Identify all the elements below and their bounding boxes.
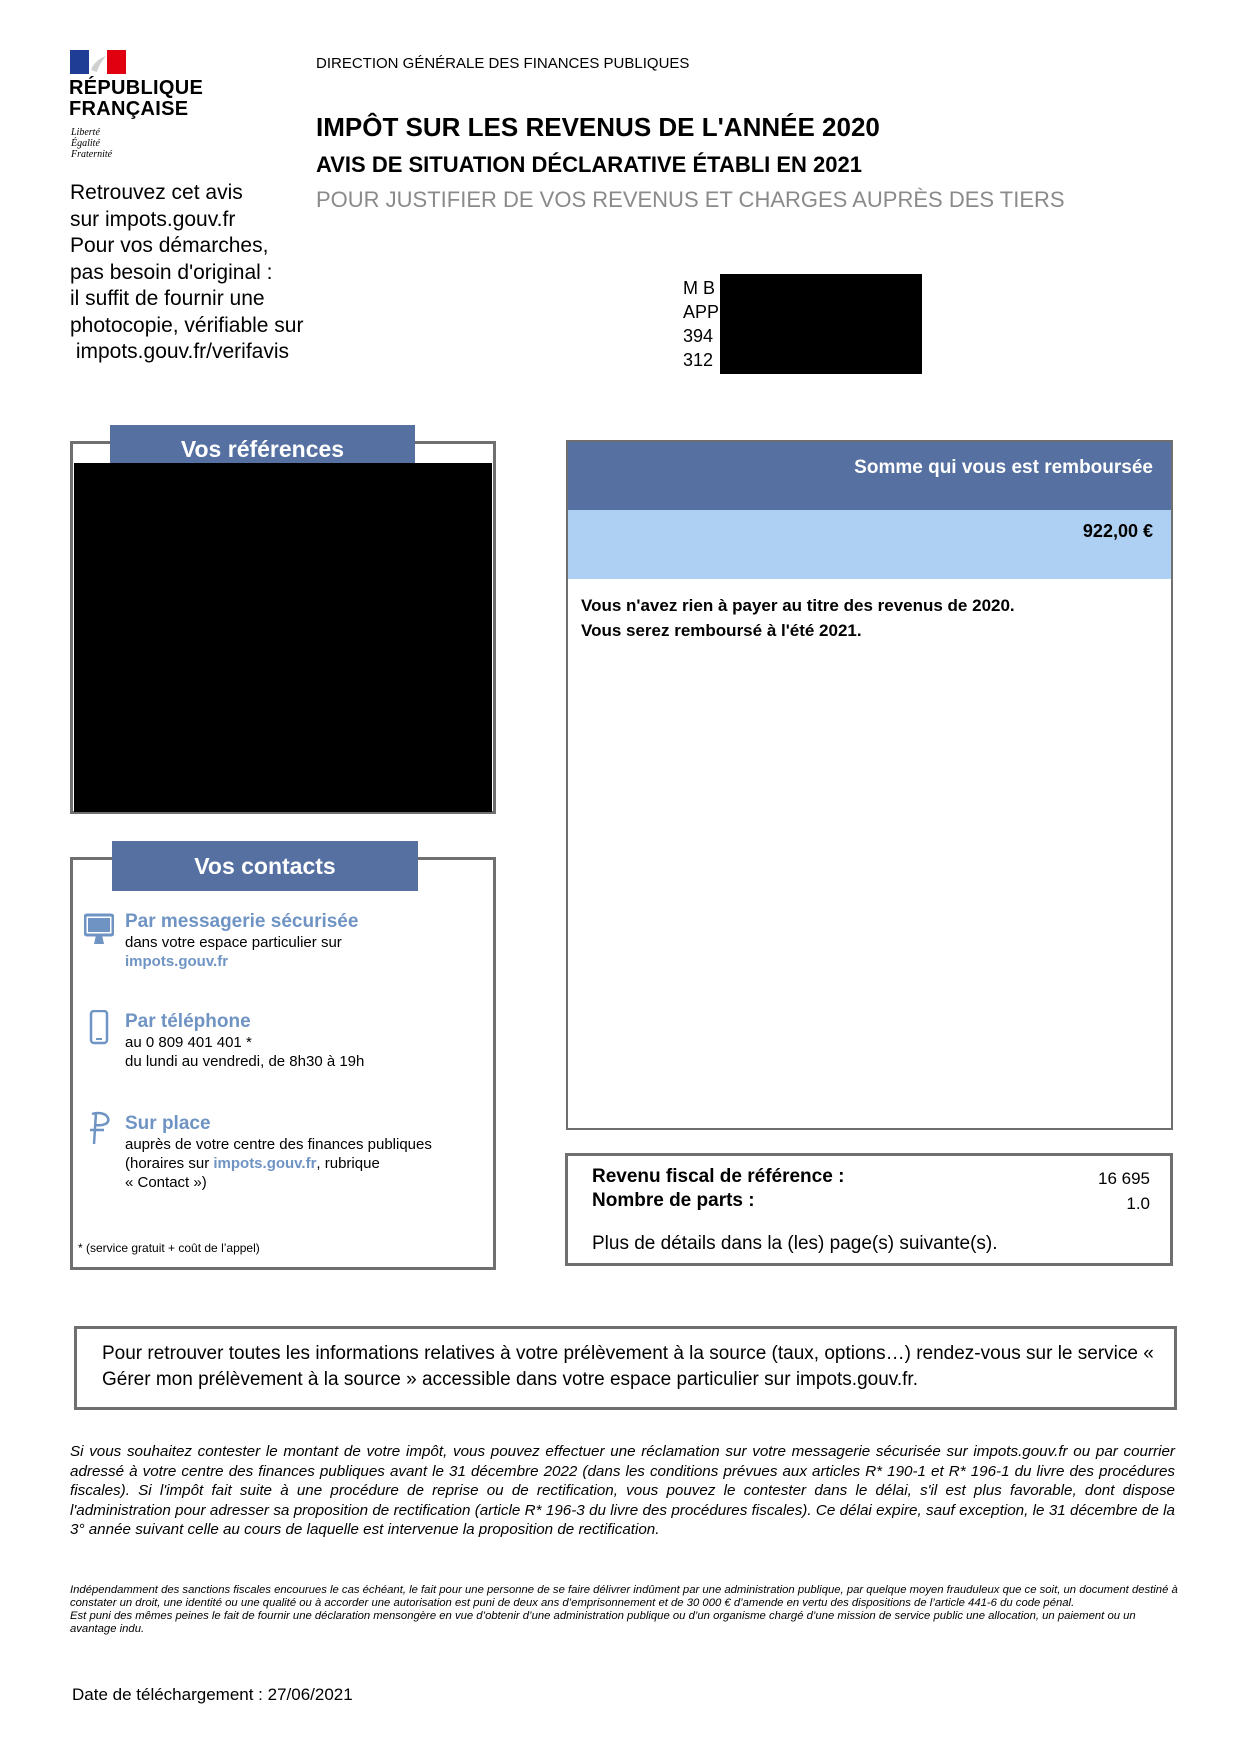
verification-notice: Retrouvez cet avis sur impots.gouv.fr Pour vos démarches, pas besoin d'original : il suffit de fournir une photocopie, vérifiable sur impots.gouv.fr/verifavis (70, 181, 304, 363)
finances-publiques-icon (84, 1110, 114, 1146)
impots-gouv-link[interactable]: impots.gouv.fr (213, 1155, 317, 1172)
telephone-text: au 0 809 401 401 * du lundi au vendredi, de 8h30 à 19h (125, 1034, 365, 1070)
refund-amount: 922,00 € (568, 510, 1171, 579)
parts-label: Nombre de parts : (592, 1190, 755, 1211)
details-note: Plus de détails dans la (les) page(s) suivante(s). (592, 1233, 998, 1254)
messagerie-title: Par messagerie sécurisée (125, 911, 359, 932)
document-subtitle: AVIS DE SITUATION DÉCLARATIVE ÉTABLI EN 2021 (316, 152, 862, 177)
monitor-icon (84, 913, 114, 949)
document-title: IMPÔT SUR LES REVENUS DE L'ANNÉE 2020 (316, 112, 880, 142)
sur-place-text: auprès de votre centre des finances publiques (horaires sur impots.gouv.fr, rubrique « Contact ») (125, 1136, 432, 1191)
contest-paragraph: Si vous souhaitez contester le montant de votre impôt, vous pouvez effectuer une réclamation sur votre messagerie sécurisée sur impots.gouv.fr ou par courrier adressé à votre centre des finances publiques avant le 31 décembre 2022 (dans les conditions prévues aux articles R* 190-1 et R* 196-1 du livre des procédures fiscales). Si l'impôt fait suite à une procédure de reprise ou de rectification, vous pouvez le contester dans le délai, s'il est plus favorable, dont dispose l'administration pour adresser sa proposition de rectification (article R* 196-3 du livre des procédures fiscales). Ce délai expire, sauf exception, le 31 décembre de la 3° année suivant celle au cours de laquelle est intervenue la proposition de rectification. (70, 1443, 1175, 1538)
impots-gouv-link[interactable]: impots.gouv.fr (125, 953, 229, 970)
refund-message: Vous n'avez rien à payer au titre des revenus de 2020. Vous serez remboursé à l'été 2021. (581, 596, 1015, 640)
references-tab: Vos références (110, 425, 415, 463)
republique-francaise-logo-text: RÉPUBLIQUE FRANÇAISE (69, 77, 204, 120)
smartphone-icon (84, 1010, 114, 1046)
direction-name: DIRECTION GÉNÉRALE DES FINANCES PUBLIQUES (316, 55, 690, 72)
address-redaction (720, 274, 922, 374)
legal-notice: Indépendamment des sanctions fiscales encourues le cas échéant, le fait pour une personne de se faire délivrer indûment par une administration publique, par quelque moyen frauduleux que ce soit, un document destiné à constater un droit, une identité ou une qualité ou à accorder une autorisation est puni de deux ans d’emprisonnement et de 30 000 € d’amende en vertu des dispositions de l’article 441-6 du code pénal. Est puni des mêmes peines le fait de fournir une déclaration mensongère en vue d’obtenir d’une administration publique ou d’un organisme chargé d’une mission de service public une allocation, un paiement ou un avantage indu. (70, 1584, 1178, 1635)
refund-header: Somme qui vous est remboursée (568, 442, 1171, 510)
french-flag-icon (70, 50, 126, 74)
sur-place-title: Sur place (125, 1113, 211, 1134)
references-redaction (74, 463, 492, 812)
republic-motto: Liberté Égalité Fraternité (71, 127, 113, 160)
service-footnote: * (service gratuit + coût de l’appel) (78, 1241, 260, 1255)
rfr-value: 16 695 (1098, 1169, 1150, 1188)
recipient-address: M B APP 394 312 (683, 278, 720, 370)
prelevement-text: Pour retrouver toutes les informations relatives à votre prélèvement à la source (taux, options…) rendez-vous sur le service « Gérer mon prélèvement à la source » accessible dans votre espace particulier sur impots.gouv.fr. (102, 1343, 1154, 1390)
download-date: Date de téléchargement : 27/06/2021 (72, 1685, 353, 1704)
contacts-tab: Vos contacts (112, 841, 418, 891)
telephone-title: Par téléphone (125, 1011, 251, 1032)
messagerie-text: dans votre espace particulier sur impots.gouv.fr (125, 934, 342, 970)
rfr-label: Revenu fiscal de référence : (592, 1166, 845, 1187)
parts-value: 1.0 (1126, 1194, 1150, 1213)
document-purpose: POUR JUSTIFIER DE VOS REVENUS ET CHARGES AUPRÈS DES TIERS (316, 187, 1065, 212)
